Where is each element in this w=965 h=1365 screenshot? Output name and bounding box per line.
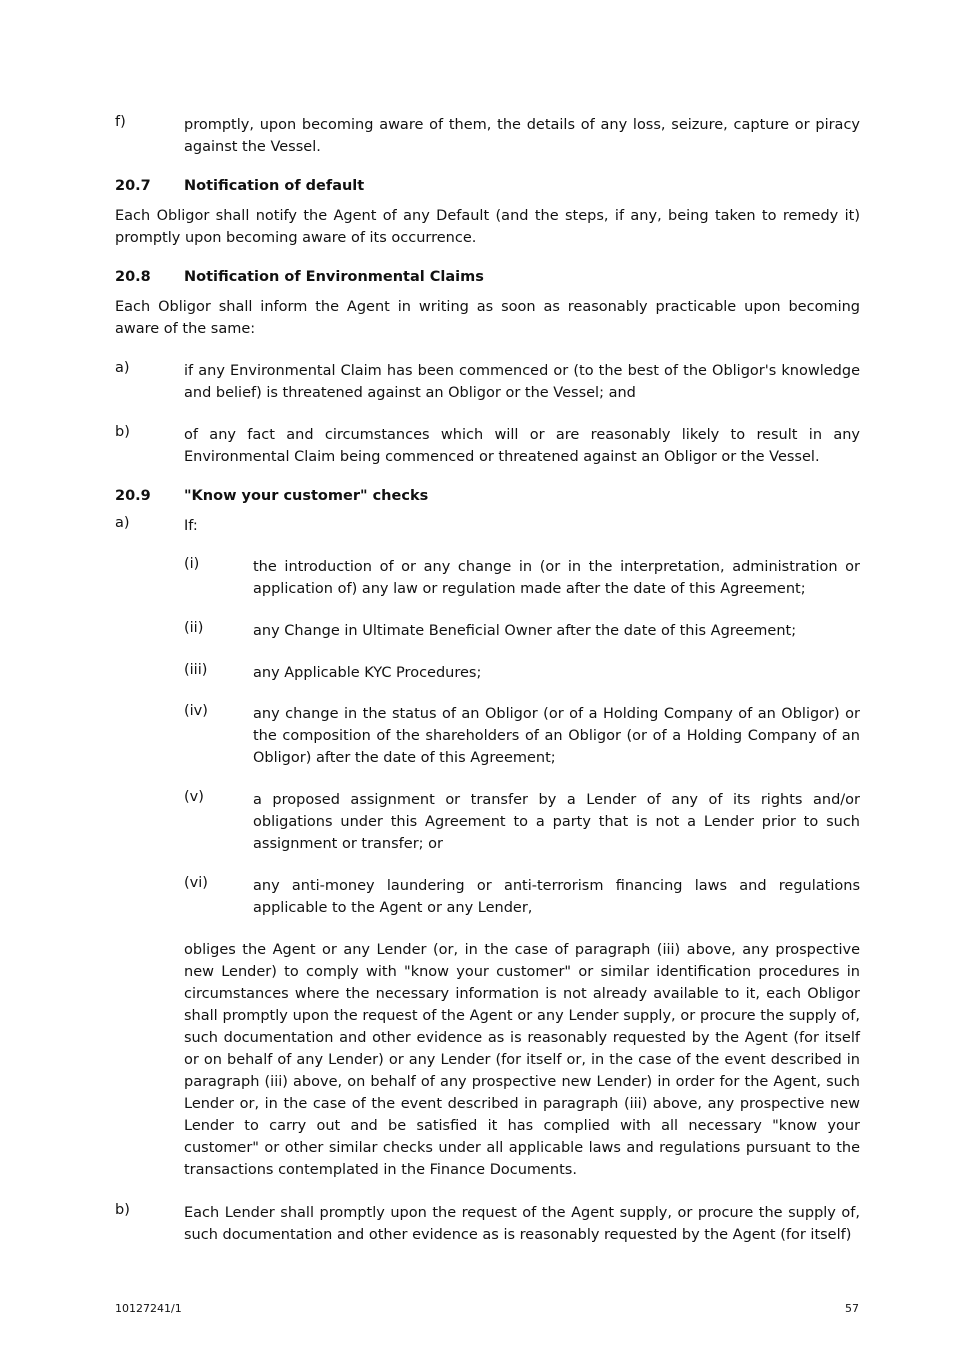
subitem-label-ii: (ii) xyxy=(184,620,204,636)
section-number-20-9: 20.9 xyxy=(115,488,151,504)
subitem-label-i: (i) xyxy=(184,556,200,572)
subitem-text-iii: any Applicable KYC Procedures; xyxy=(253,665,482,681)
document-reference: 10127241/1 xyxy=(115,1302,182,1315)
section-title-20-9: "Know your customer" checks xyxy=(184,488,429,504)
section-number-20-7: 20.7 xyxy=(115,178,151,194)
page-number: 57 xyxy=(845,1302,859,1315)
subitem-text-vi: any anti-money laundering or anti-terrorism financing laws and regulations applicable to the Agent or any Lender, xyxy=(253,878,860,916)
subitem-label-iv: (iv) xyxy=(184,703,208,719)
obliges-paragraph: obliges the Agent or any Lender (or, in the case of paragraph (iii) above, any prospective new Lender) to comply with "know your customer" or similar identification procedures in circumstances where the necessary information is not already available to it, each Obligor shall promptly upon the request of the Agent or any Lender supply, or procure the supply of, such documentation and other evidence as is reasonably requested by the Agent (for itself or on behalf of any Lender) or any Lender (for itself or, in the case of the event described in paragraph (iii) above, on behalf of any prospective new Lender) in order for the Agent, such Lender or, in the case of the event described in paragraph (iii) above, any prospective new Lender to carry out and be satisfied it has complied with all necessary "know your customer" or other similar checks under all applicable laws and regulations pursuant to the transactions contemplated in the Finance Documents. xyxy=(184,942,860,1178)
item-label-a-20-9: a) xyxy=(115,515,130,531)
section-intro-20-8: Each Obligor shall inform the Agent in writing as soon as reasonably practicable upon becoming aware of the same: xyxy=(115,299,860,337)
item-label-b-20-9: b) xyxy=(115,1202,130,1218)
subitem-text-ii: any Change in Ultimate Beneficial Owner after the date of this Agreement; xyxy=(253,623,797,639)
item-text-b-20-9: Each Lender shall promptly upon the request of the Agent supply, or procure the supply of, such documentation and other evidence as is reasonably requested by the Agent (for itself) xyxy=(184,1205,860,1243)
item-text-b-20-8: of any fact and circumstances which will or are reasonably likely to result in any Environmental Claim being commenced or threatened against an Obligor or the Vessel. xyxy=(184,427,860,465)
subitem-text-v: a proposed assignment or transfer by a Lender of any of its rights and/or obligations under this Agreement to a party that is not a Lender prior to such assignment or transfer; or xyxy=(253,792,860,852)
section-title-20-7: Notification of default xyxy=(184,178,365,194)
item-text-a-20-9: If: xyxy=(184,518,198,534)
section-title-20-8: Notification of Environmental Claims xyxy=(184,269,484,285)
item-label-a-20-8: a) xyxy=(115,360,130,376)
item-text-f: promptly, upon becoming aware of them, the details of any loss, seizure, capture or piracy against the Vessel. xyxy=(184,117,860,155)
subitem-label-vi: (vi) xyxy=(184,875,208,891)
section-body-20-7: Each Obligor shall notify the Agent of any Default (and the steps, if any, being taken to remedy it) promptly upon becoming aware of its occurrence. xyxy=(115,208,860,246)
item-text-a-20-8: if any Environmental Claim has been commenced or (to the best of the Obligor's knowledge and belief) is threatened against an Obligor or the Vessel; and xyxy=(184,363,860,401)
section-number-20-8: 20.8 xyxy=(115,269,151,285)
subitem-text-i: the introduction of or any change in (or in the interpretation, administration or application of) any law or regulation made after the date of this Agreement; xyxy=(253,559,860,597)
subitem-label-v: (v) xyxy=(184,789,204,805)
item-label-f: f) xyxy=(115,114,126,130)
subitem-label-iii: (iii) xyxy=(184,662,208,678)
subitem-text-iv: any change in the status of an Obligor (or of a Holding Company of an Obligor) or the composition of the shareholders of an Obligor (or of a Holding Company of an Obligor) after the date of this Agreement; xyxy=(253,706,860,766)
item-label-b-20-8: b) xyxy=(115,424,130,440)
